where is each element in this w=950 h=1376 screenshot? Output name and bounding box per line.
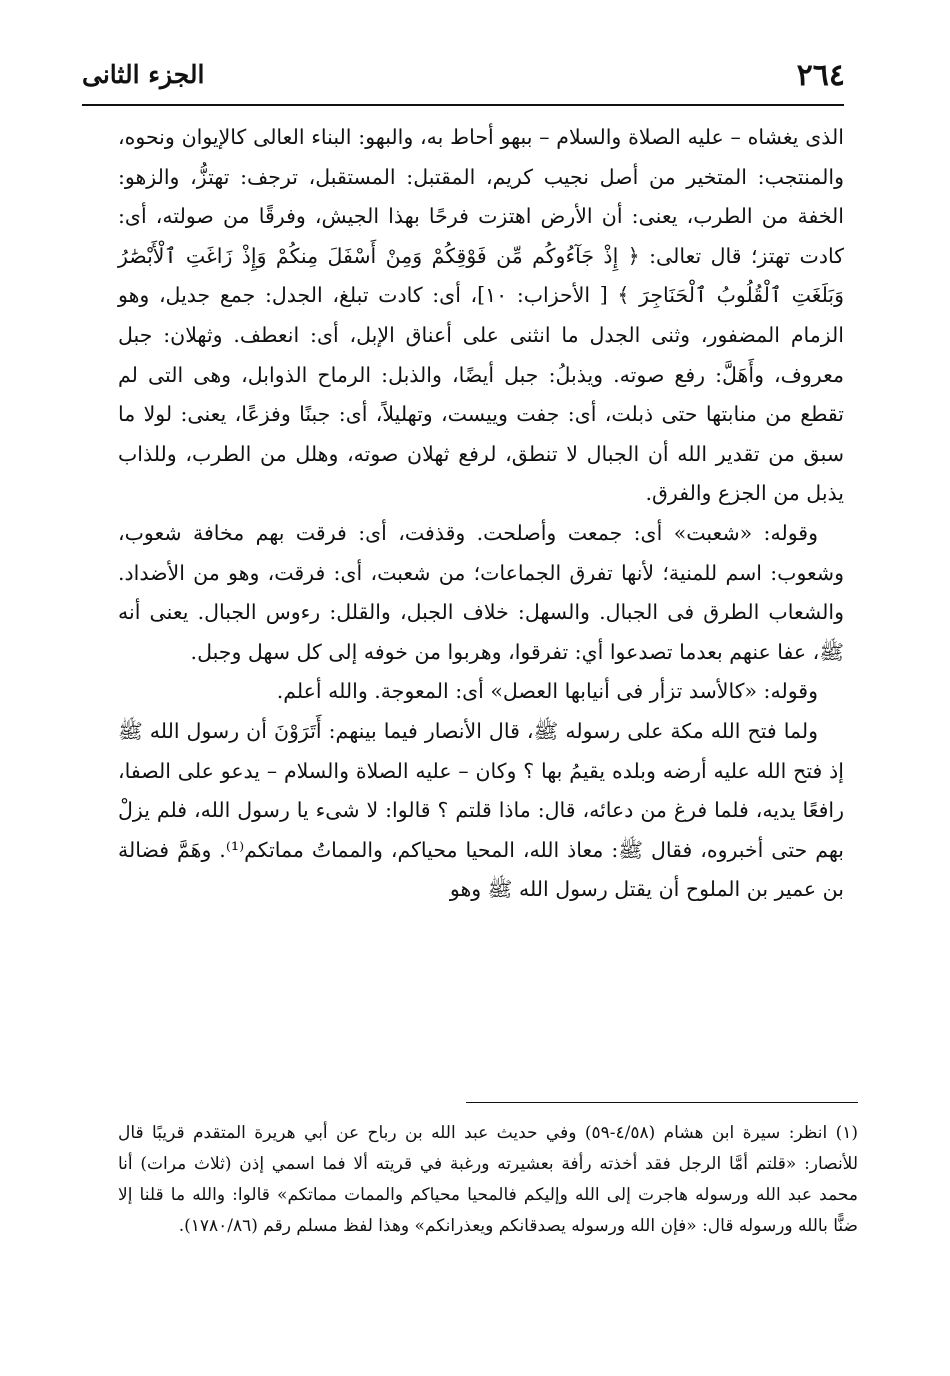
- page-number: ٢٦٤: [796, 58, 845, 93]
- footnotes: [118, 1118, 858, 1242]
- paragraph: ولما فتح الله مكة على رسوله ﷺ، قال الأنصار فيما بينهم: أَتَرَوْنَ أن رسول الله ﷺ إذ فتح الله عليه أرضه وبلده يقيمُ بها ؟ وكان – عليه الصلاة والسلام – يدعو على الصفا، رافعًا يديه، فلما فرغ من دعائه، قال: ماذا قلتم ؟ قالوا: لا شىء يا رسول الله، فلم يزلْ بهم حتى أخبروه، فقال ﷺ: معاذ الله، المحيا محياكم، والمماتُ مماتكم⁽¹⁾. وهَمَّ فضالة بن عمير بن الملوح أن يقتل رسول الله ﷺ وهو: [118, 718, 845, 902]
- paragraph: وقوله: «شعبت» أى: جمعت وأصلحت. وقذفت، أى: فرقت بهم مخافة شعوب، وشعوب: اسم للمنية؛ لأنها تفرق الجماعات؛ من شعبت، أى: فرقت، وهو من الأضداد. والشعاب الطرق فى الجبال. والسهل: خلاف الجبل، والقلل: رءوس الجبال. يعنى أنه ﷺ، عفا عنهم بعدما تصدعوا أي: تفرقوا، وهربوا من خوفه إلى كل سهل وجبل.: [118, 520, 844, 664]
- header-divider: [82, 104, 844, 106]
- page-header: [0, 58, 950, 108]
- body-text: [118, 118, 844, 910]
- paragraph: وقوله: «كالأسد تزأر فى أنيابها العصل» أى: المعوجة. والله أعلم.: [276, 679, 818, 704]
- footnote: (١) انظر: سيرة ابن هشام (٤/٥٨-٥٩) وفي حديث عبد الله بن رباح عن أبي هريرة المتقدم قريبًا قال للأنصار: «قلتم أمَّا الرجل فقد أخذته رأفة بعشيرته ورغبة في قريته ألا فما اسمي إذن (ثلاث مرات) أنا محمد عبد الله ورسوله هاجرت إلى الله وإليكم فالمحيا محياكم والممات مماتكم» قالوا: والله ما قلنا إلا ضنًّا بالله ورسوله قال: «فإن الله ورسوله يصدقانكم ويعذرانكم» وهذا لفظ مسلم رقم (١٧٨٠/٨٦).: [118, 1123, 858, 1236]
- paragraph: الذى يغشاه – عليه الصلاة والسلام – ببهو أحاط به، والبهو: البناء العالى كالإيوان ونحوه، والمنتجب: المتخير من أصل نجيب كريم، المقتبل: المستقبل، ترجف: تهتزُّ، والزهو: الخفة من الطرب، يعنى: أن الأرض اهتزت فرحًا بهذا الجيش، وفرقًا من صولته، أى: كادت تهتز؛ قال تعالى: ﴿ إِذْ جَآءُوكُم مِّن فَوْقِكُمْ وَمِنْ أَسْفَلَ مِنكُمْ وَإِذْ زَاغَتِ ٱلْأَبْصَٰرُ وَبَلَغَتِ ٱلْقُلُوبُ ٱلْحَنَاجِرَ ﴾ [ الأحزاب: ١٠]، أى: كادت تبلغ، الجدل: جمع جديل، وهو الزمام المضفور، وثنى الجدل ما انثنى على أعناق الإبل، أى: انعطف. وثهلان: جبل معروف، وأَهَلَّ: رفع صوته. ويذبلُ: جبل أيضًا، والذبل: الرماح الذوابل، وهى التى لم تقطع من منابتها حتى ذبلت، أى: جفت وييست، وتهليلاً، أى: جبنًا وفزعًا، يعنى: لولا ما سبق من تقدير الله أن الجبال لا تنطق، لرفع ثهلان صوته، وهلل من الطرب، وللذاب يذبل من الجزع والفرق.: [118, 125, 844, 506]
- volume-title: الجزء الثانى: [82, 60, 205, 89]
- footnote-divider: [466, 1102, 858, 1103]
